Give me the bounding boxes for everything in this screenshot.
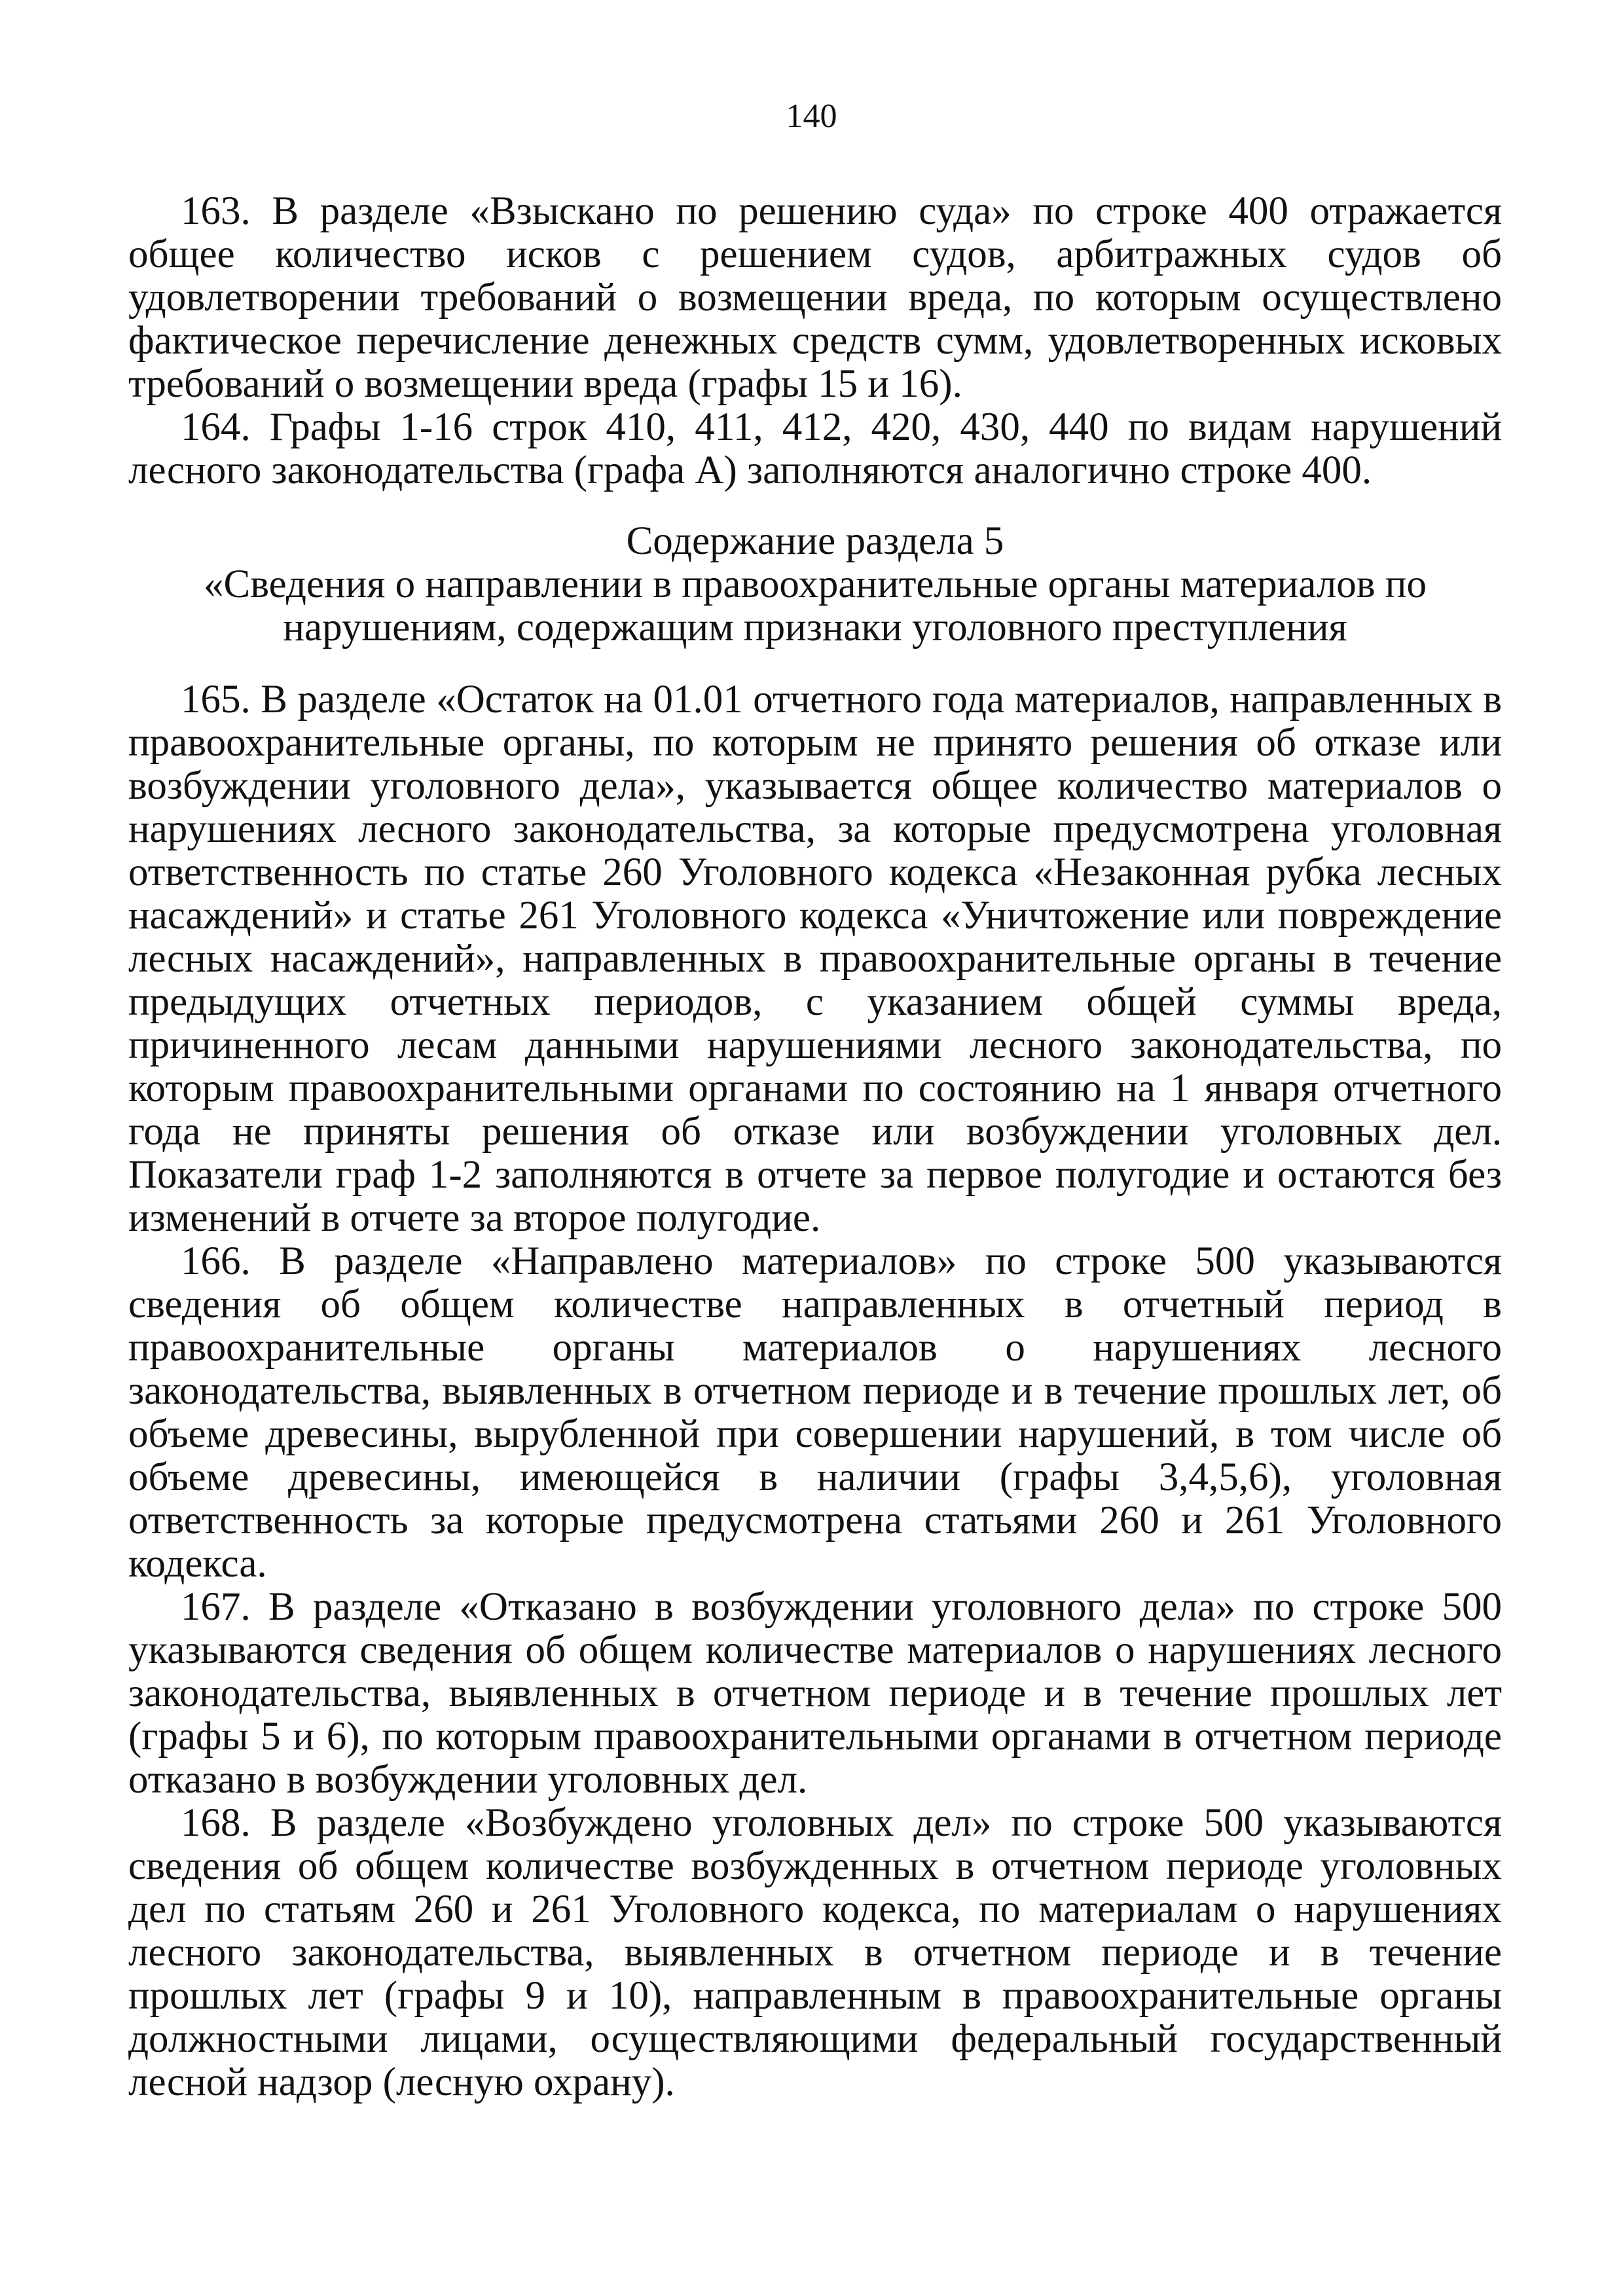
page-number: 140 xyxy=(786,98,837,135)
paragraph-168: 168. В разделе «Возбуждено уголовных дел» по строке 500 указываются сведения об общем количестве возбужденных в отчетном периоде уголовных дел по статьям 260 и 261 Уголовного кодекса, по материалам о нарушениях лесного законодательства, выявленных в отчетном периоде и в течение прошлых лет (графы 9 и 10), направленным в правоохранительные органы должностными лицами, осуществляющими федеральный государственный лесной надзор (лесную охрану). xyxy=(128,1801,1502,2104)
paragraph-165: 165. В разделе «Остаток на 01.01 отчетного года материалов, направленных в правоохранительные органы, по которым не принято решения об отказе или возбуждении уголовного дела», указывается общее количество материалов о нарушениях лесного законодательства, за которые предусмотрена уголовная ответственность по статье 260 Уголовного кодекса «Незаконная рубка лесных насаждений» и статье 261 Уголовного кодекса «Уничтожение или повреждение лесных насаждений», направленных в правоохранительные органы в течение предыдущих отчетных периодов, с указанием общей суммы вреда, причиненного лесам данными нарушениями лесного законодательства, по которым правоохранительными органами по состоянию на 1 января отчетного года не приняты решения об отказе или возбуждении уголовных дел. Показатели граф 1-2 заполняются в отчете за первое полугодие и остаются без изменений в отчете за второе полугодие. xyxy=(128,678,1502,1240)
paragraph-164: 164. Графы 1-16 строк 410, 411, 412, 420, 430, 440 по видам нарушений лесного законодательства (графа А) заполняются аналогично строке 400. xyxy=(128,405,1502,492)
section-heading-line-2: «Сведения о направлении в правоохранительные органы материалов по xyxy=(204,562,1427,606)
section-heading-line-3: нарушениям, содержащим признаки уголовного преступления xyxy=(283,606,1347,649)
paragraph-166: 166. В разделе «Направлено материалов» по строке 500 указываются сведения об общем количестве направленных в отчетный период в правоохранительные органы материалов о нарушениях лесного законодательства, выявленных в отчетном периоде и в течение прошлых лет, об объеме древесины, вырубленной при совершении нарушений, в том числе об объеме древесины, имеющейся в наличии (графы 3,4,5,6), уголовная ответственность за которые предусмотрена статьями 260 и 261 Уголовного кодекса. xyxy=(128,1239,1502,1586)
section-5-heading xyxy=(128,520,1502,649)
paragraph-163: 163. В разделе «Взыскано по решению суда» по строке 400 отражается общее количество исков с решением судов, арбитражных судов об удовлетворении требований о возмещении вреда, по которым осуществлено фактическое перечисление денежных средств сумм, удовлетворенных исковых требований о возмещении вреда (графы 15 и 16). xyxy=(128,189,1502,406)
section-heading-line-1: Содержание раздела 5 xyxy=(626,519,1004,563)
paragraph-167: 167. В разделе «Отказано в возбуждении уголовного дела» по строке 500 указываются сведения об общем количестве материалов о нарушениях лесного законодательства, выявленных в отчетном периоде и в течение прошлых лет (графы 5 и 6), по которым правоохранительными органами в отчетном периоде отказано в возбуждении уголовных дел. xyxy=(128,1585,1502,1802)
document-body xyxy=(128,190,1502,2104)
